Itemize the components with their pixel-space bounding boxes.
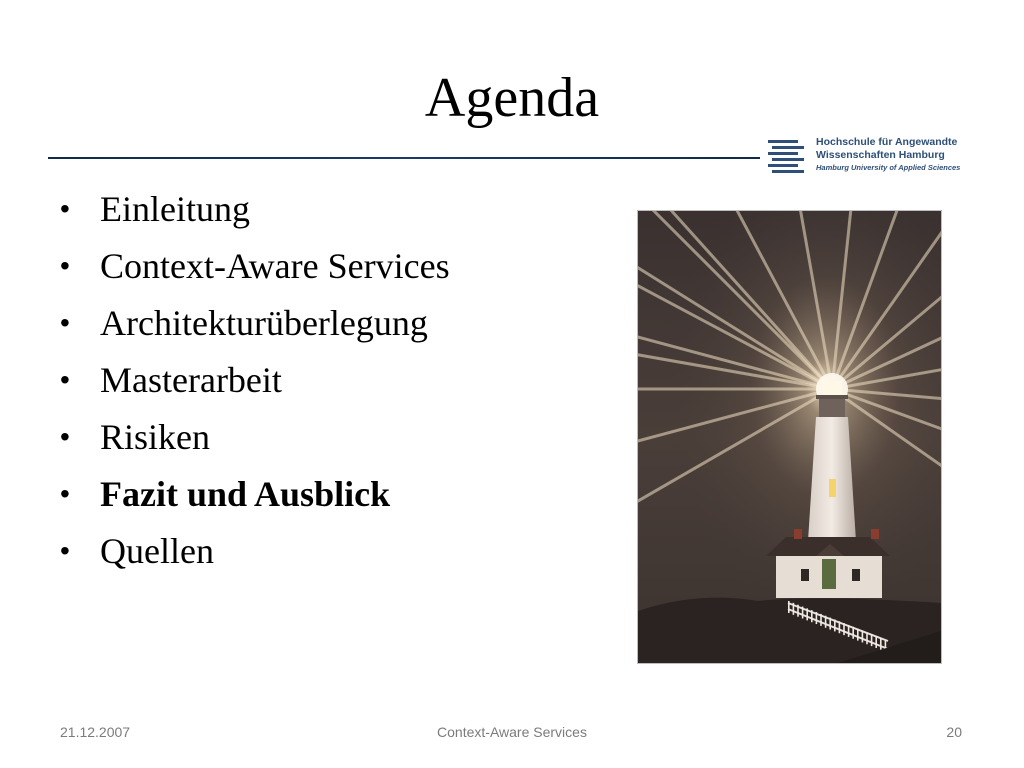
lighthouse-photo	[637, 210, 942, 664]
agenda-item-label: Architekturüberlegung	[100, 303, 428, 343]
agenda-item	[60, 184, 450, 241]
bullet-icon: •	[60, 193, 70, 224]
agenda-item-label: Fazit und Ausblick	[100, 474, 391, 514]
agenda-item	[60, 526, 450, 583]
bullet-icon: •	[60, 535, 70, 566]
agenda-item-label: Quellen	[100, 531, 214, 571]
slide-number: 20	[946, 724, 962, 740]
agenda-item	[60, 355, 450, 412]
agenda-item	[60, 469, 450, 526]
logo-text	[816, 136, 960, 173]
title-divider	[48, 157, 760, 159]
agenda-item	[60, 298, 450, 355]
agenda-item-label: Einleitung	[100, 189, 250, 229]
university-logo	[768, 136, 978, 176]
footer-title: Context-Aware Services	[437, 724, 587, 740]
logo-line-1: Hochschule für Angewandte	[816, 136, 958, 148]
bullet-icon: •	[60, 478, 70, 509]
agenda-item	[60, 241, 450, 298]
lighthouse-image	[638, 211, 941, 663]
footer-date: 21.12.2007	[60, 724, 131, 740]
agenda-item-label: Risiken	[100, 417, 211, 457]
bullet-icon: •	[60, 307, 70, 338]
bullet-icon: •	[60, 250, 70, 281]
agenda-item-label: Context-Aware Services	[100, 246, 450, 286]
logo-line-3: Hamburg University of Applied Sciences	[816, 163, 961, 172]
agenda-item	[60, 412, 450, 469]
agenda-list	[60, 184, 450, 583]
agenda-item-label: Masterarbeit	[100, 360, 282, 400]
haw-logo-icon	[768, 138, 804, 174]
logo-line-2: Wissenschaften Hamburg	[816, 149, 945, 161]
bullet-icon: •	[60, 364, 70, 395]
slide-title: Agenda	[424, 67, 600, 129]
bullet-icon: •	[60, 421, 70, 452]
